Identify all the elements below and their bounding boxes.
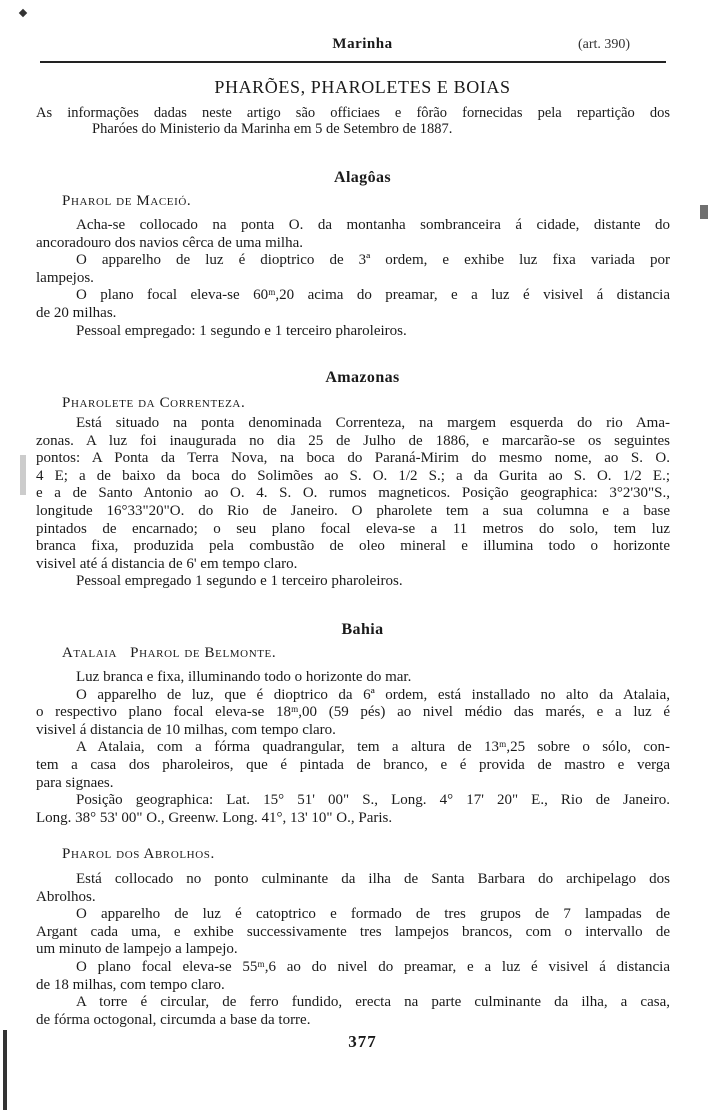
text-line: Está situado na ponta denominada Correnteza, na margem esquerda do rio Ama- <box>76 415 670 431</box>
page-number: 377 <box>348 1032 377 1051</box>
text-line: visivel á distancia de 10 milhas, com tempo claro. <box>36 721 336 738</box>
scan-speck <box>19 9 27 17</box>
text-line: longitude 16°33"20"O. do Rio de Janeiro. O pharolete tem a sua columna e a base <box>36 502 670 519</box>
entry-name: Atalaia Pharol de Belmonte. <box>62 645 277 661</box>
section-heading: Bahia <box>341 621 384 638</box>
text-line: Luz branca e fixa, illuminando todo o horizonte do mar. <box>76 669 412 685</box>
text-line: Pessoal empregado: 1 segundo e 1 terceiro pharoleiros. <box>76 322 407 339</box>
text-line: A torre é circular, de ferro fundido, erecta na parte culminante da ilha, a casa, <box>76 994 670 1011</box>
entry-name: Pharolete da Correnteza. <box>62 395 246 411</box>
intro-paragraph <box>36 105 670 137</box>
text-line: e a de Santo Antonio ao O. 4. S. O. rumos magneticos. Posição geographica: 3°2'30"S., <box>36 485 670 502</box>
paragraph <box>36 906 670 959</box>
intro-line: Pharóes do Ministerio da Marinha em 5 de Setembro de 1887. <box>92 121 453 137</box>
entry-body <box>36 669 670 827</box>
paragraph <box>36 739 670 792</box>
entry-body <box>36 415 670 591</box>
paragraph <box>36 323 670 341</box>
text-line: Abrolhos. <box>36 888 96 905</box>
paragraph <box>36 287 670 322</box>
article-number: (art. 390) <box>578 37 631 52</box>
scan-speck <box>700 205 708 219</box>
header-rule <box>40 61 666 63</box>
paragraph <box>36 994 670 1029</box>
scan-edge <box>3 1030 7 1110</box>
running-title: Marinha <box>332 36 393 52</box>
page-title: PHARÕES, PHAROLETES E BOIAS <box>214 77 511 97</box>
paragraph <box>36 573 670 591</box>
paragraph <box>36 217 670 252</box>
paragraph <box>36 687 670 740</box>
text-line: 4 E; a de baixo da boca do Solimões ao S. O. 1/2 S.; a da Gurita ao S. O. 1/2 E.; <box>36 467 670 484</box>
text-line: O plano focal eleva-se 60ᵐ,20 acima do preamar, e a luz é visivel á distancia <box>76 287 670 304</box>
text-line: pintados de encarnado; o seu plano focal eleva-se a 11 metros do solo, tem luz <box>36 520 670 537</box>
text-line: O apparelho de luz é dioptrico de 3ª ordem, e exhibe luz fixa variada por <box>76 252 670 269</box>
text-line: zonas. A luz foi inaugurada no dia 25 de Julho de 1886, e marcarão-se os seguintes <box>36 432 670 449</box>
text-line: O apparelho de luz é catoptrico e formado de tres grupos de 7 lampadas de <box>76 906 670 923</box>
paragraph <box>36 252 670 287</box>
section-heading: Amazonas <box>325 369 400 386</box>
text-line: O apparelho de luz, que é dioptrico da 6ª ordem, está installado no alto da Atalaia, <box>76 686 670 703</box>
entry-body <box>36 217 670 340</box>
text-line: Está collocado no ponto culminante da ilha de Santa Barbara do archipelago dos <box>76 871 670 887</box>
text-line: para signaes. <box>36 774 114 791</box>
text-line: de fórma octogonal, circumda a base da torre. <box>36 1011 311 1028</box>
text-line: de 20 milhas. <box>36 304 117 321</box>
text-line: Pessoal empregado 1 segundo e 1 terceiro pharoleiros. <box>76 573 403 590</box>
text-line: Long. 38° 53' 00" O., Greenw. Long. 41°, 13' 10" O., Paris. <box>36 809 393 826</box>
text-line: branca fixa, produzida pela combustão de oleo mineral e illumina todo o horizonte <box>36 538 670 555</box>
scan-speck <box>20 455 26 495</box>
text-line: visivel até á distancia de 6' em tempo claro. <box>36 555 298 572</box>
text-line: de 18 milhas, com tempo claro. <box>36 976 225 993</box>
paragraph <box>36 959 670 994</box>
text-line: lampejos. <box>36 269 94 286</box>
text-line: A Atalaia, com a fórma quadrangular, tem a altura de 13ᵐ,25 sobre o sólo, con- <box>76 739 670 756</box>
section-heading: Alagôas <box>333 169 392 186</box>
text-line: um minuto de lampejo a lampejo. <box>36 941 238 958</box>
text-line: O plano focal eleva-se 55ᵐ,6 ao do nivel do preamar, e a luz é visivel á distancia <box>76 958 670 975</box>
entry-body <box>36 871 670 1029</box>
paragraph <box>36 415 670 573</box>
text-line: Posição geographica: Lat. 15° 51' 00" S., Long. 4° 17' 20" E., Rio de Janeiro. <box>76 792 670 809</box>
paragraph <box>36 871 670 906</box>
text-line: o respectivo plano focal eleva-se 18ᵐ,00 (59 pés) ao nivel médio das marés, e a luz é <box>36 704 670 721</box>
entry-name: Pharol dos Abrolhos. <box>62 846 215 862</box>
intro-line: As informações dadas neste artigo são officiaes e fôrão fornecidas pela repartição dos <box>36 105 670 121</box>
text-line: tem a casa dos pharoleiros, que é pintada de branco, e é provida de mastro e verga <box>36 756 670 773</box>
text-line: Acha-se collocado na ponta O. da montanha sombranceira á cidade, distante do <box>76 217 670 233</box>
text-line: ancoradouro dos navios cêrca de uma milha. <box>36 234 303 251</box>
text-line: pontos: A Ponta da Terra Nova, na boca do Paraná-Mirim do mesmo nome, ao S. O. <box>36 450 670 467</box>
paragraph <box>36 669 670 687</box>
paragraph <box>36 792 670 827</box>
text-line: Argant cada uma, e exhibe successivamente tres lampejos brancos, com o intervallo de <box>36 923 670 940</box>
entry-name: Pharol de Maceió. <box>62 193 192 209</box>
